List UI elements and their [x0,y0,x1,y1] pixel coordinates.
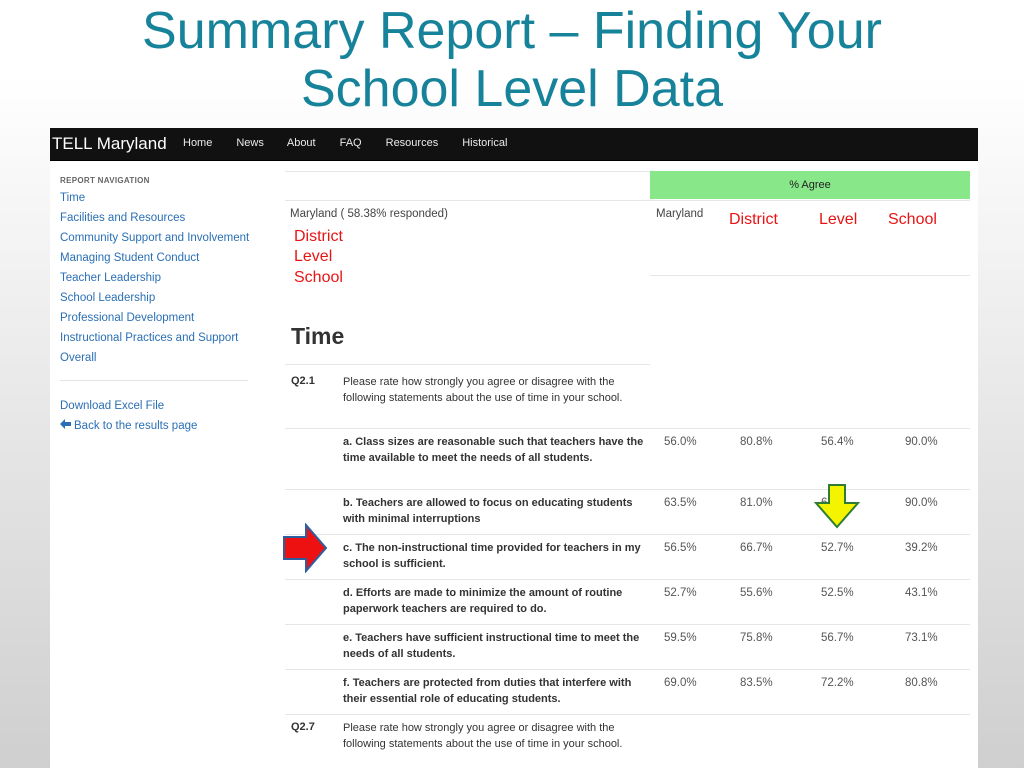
school-value: 80.8% [905,677,938,689]
row-divider [285,669,970,670]
school-value: 43.1% [905,587,938,599]
column-maryland: Maryland [656,208,704,220]
agree-header: % Agree [650,171,970,199]
school-value: 39.2% [905,542,938,554]
level-value: 52.7% [821,542,854,554]
slide-title-line2: School Level Data [300,60,724,118]
school-value: 90.0% [905,497,938,509]
district-value: 83.5% [740,677,773,689]
nav-historical[interactable]: Historical [462,137,508,149]
row-divider [285,489,970,490]
download-excel-link[interactable]: Download Excel File [60,400,165,412]
back-to-results-link[interactable] [60,419,250,434]
district-value: 75.8% [740,632,773,644]
row-text: b. Teachers are allowed to focus on educating students with minimal interruptions [343,497,633,525]
row-text: e. Teachers have sufficient instructional time to meet the needs of all students. [343,632,640,660]
annotation-level-column: Level [819,211,858,228]
district-value: 80.8% [740,436,773,448]
header-rule-bottom [650,275,970,276]
table-top-rule [285,171,650,172]
sidebar-item-professional-development[interactable]: Professional Development [60,312,195,324]
top-navbar [50,128,978,161]
maryland-value: 59.5% [664,632,697,644]
header-rule [285,200,970,201]
maryland-value: 69.0% [664,677,697,689]
slide-title [0,2,1024,118]
level-value: 56.7% [821,632,854,644]
school-value: 73.1% [905,632,938,644]
question-number: Q2.1 [291,375,315,387]
row-divider [285,579,970,580]
report-navigation-heading: REPORT NAVIGATION [60,176,150,185]
back-to-results-label: Back to the results page [74,420,198,432]
sidebar-item-time[interactable]: Time [60,192,86,204]
report-main [285,168,970,768]
maryland-value: 52.7% [664,587,697,599]
row-divider [285,624,970,625]
sidebar-item-instructional-practices[interactable]: Instructional Practices and Support [60,332,239,344]
sidebar-item-student-conduct[interactable]: Managing Student Conduct [60,252,200,264]
sidebar-divider [60,380,248,381]
row-text: d. Efforts are made to minimize the amount of routine paperwork teachers are required to do. [343,587,623,615]
nav-resources[interactable]: Resources [385,137,439,149]
annotation-school-column: School [888,211,937,228]
slide-title-line1: Summary Report – Finding Your [142,2,882,60]
respondents-text: Maryland ( 58.38% responded) [290,208,448,220]
row-divider [285,428,970,429]
level-value: 56.4% [821,436,854,448]
report-navigation [60,176,250,439]
row-text: f. Teachers are protected from duties that interfere with their essential role of educating students. [343,677,632,705]
sidebar-item-school-leadership[interactable]: School Leadership [60,292,156,304]
district-value: 66.7% [740,542,773,554]
row-divider [285,714,970,715]
annotation-level: Level [294,248,333,265]
school-value: 90.0% [905,436,938,448]
nav-faq[interactable]: FAQ [339,137,362,149]
question-number: Q2.7 [291,721,315,733]
district-value: 55.6% [740,587,773,599]
nav-links [183,137,531,149]
nav-news[interactable]: News [236,137,264,149]
annotation-district-column: District [729,211,778,228]
sidebar-item-teacher-leadership[interactable]: Teacher Leadership [60,272,162,284]
maryland-value: 63.5% [664,497,697,509]
report-screenshot [50,128,978,768]
question-text: Please rate how strongly you agree or disagree with the following statements about the use of time in your school. [343,376,623,404]
question-text: Please rate how strongly you agree or disagree with the following statements about the use of time in your school. [343,722,623,750]
annotation-district: District [294,228,343,245]
row-text: a. Class sizes are reasonable such that teachers have the time available to meet the needs of all students. [343,436,644,464]
nav-home[interactable]: Home [183,137,213,149]
annotation-school: School [294,269,343,286]
question-rule [285,364,650,365]
arrow-left-icon [60,419,74,434]
sidebar-item-facilities[interactable]: Facilities and Resources [60,212,186,224]
red-arrow-icon [282,523,328,573]
section-title: Time [291,323,345,349]
maryland-value: 56.0% [664,436,697,448]
brand-logo[interactable]: TELL Maryland [52,134,167,153]
maryland-value: 56.5% [664,542,697,554]
row-divider [285,534,970,535]
sidebar-item-community[interactable]: Community Support and Involvement [60,232,250,244]
district-value: 81.0% [740,497,773,509]
nav-about[interactable]: About [286,137,316,149]
level-value: 72.2% [821,677,854,689]
sidebar-item-overall[interactable]: Overall [60,352,97,364]
yellow-arrow-icon [814,483,860,529]
row-text: c. The non-instructional time provided for teachers in my school is sufficient. [343,542,641,570]
level-value: 52.5% [821,587,854,599]
